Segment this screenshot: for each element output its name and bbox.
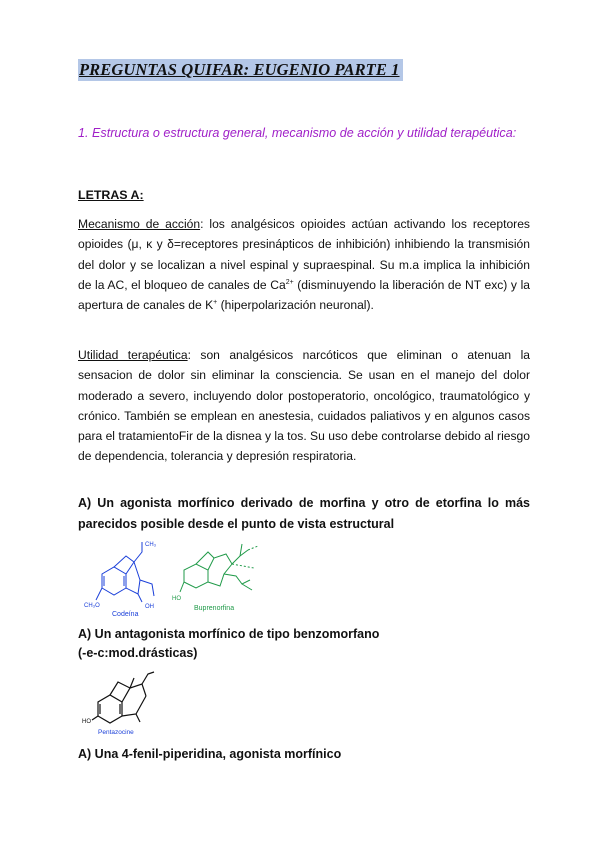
codeine-label-left: CH₃O bbox=[84, 603, 100, 609]
codeine-label-right: OH bbox=[145, 604, 154, 610]
buprenorphine-structure bbox=[170, 540, 262, 616]
item-antagonist-note: (-e-c:mod.drásticas) bbox=[78, 646, 198, 660]
mechanism-label: Mecanismo de acción bbox=[78, 217, 201, 231]
item-antagonist-heading: A) Un antagonista morfínico de tipo benzomorfano bbox=[78, 627, 380, 641]
buprenorphine-name: Buprenorfina bbox=[194, 605, 235, 612]
therapeutic-text: : son analgésicos narcóticos que eliminan o atenuan la sensacion de dolor sin eliminar la consciencia. Se usan en el manejo del dolor moderado a severo, incluyendo dolor postoperatorio, oncológico, traumatológico y crónico. También se emplean en anestesia, cuidados paliativos y en algunos casos para el tratamientoFir de la disnea y la tos. Su uso debe controlarse debido al riesgo de dependencia, tolerancia y depresión respiratoria. bbox=[78, 348, 530, 464]
pentazocine-label-left: HO bbox=[82, 719, 91, 725]
document-title: PREGUNTAS QUIFAR: EUGENIO PARTE 1 bbox=[78, 59, 403, 81]
codeine-structure bbox=[82, 538, 166, 618]
codeine-name: Codeína bbox=[112, 611, 139, 618]
buprenorphine-bonds bbox=[180, 544, 252, 592]
therapeutic-label: Utilidad terapéutica bbox=[78, 348, 188, 362]
mechanism-text-3: (hiperpolarización neuronal). bbox=[217, 298, 374, 313]
mechanism-paragraph bbox=[78, 214, 530, 315]
section-heading: LETRAS A: bbox=[78, 188, 144, 202]
mechanism-text-2: (disminuyendo la liberación de NT exc) y la apertura de canales de K bbox=[78, 277, 530, 313]
item-piperidine-heading: A) Una 4-fenil-piperidina, agonista morfínico bbox=[78, 747, 342, 761]
pentazocine-bonds bbox=[92, 672, 154, 723]
potassium-charge: + bbox=[213, 299, 218, 307]
pentazocine-name: Pentazocine bbox=[98, 729, 134, 736]
question-heading: 1. Estructura o estructura general, mecanismo de acción y utilidad terapéutica: bbox=[78, 126, 517, 140]
therapeutic-paragraph bbox=[78, 345, 530, 467]
calcium-charge: 2+ bbox=[285, 278, 294, 286]
pentazocine-structure bbox=[82, 664, 158, 740]
codeine-label-top: CH₃ bbox=[145, 542, 157, 548]
buprenorphine-label-left: HO bbox=[172, 596, 181, 602]
item-agonist-heading: A) Un agonista morfínico derivado de morfina y otro de etorfina lo más parecidos posible desde el punto de vista estructural bbox=[78, 496, 530, 531]
mechanism-text-1: : los analgésicos opioides actúan activando los receptores opioides (μ, κ y δ=receptores presinápticos de inhibición) inhibiendo la transmisión del dolor y se localizan a nivel espinal y supraespinal. Su m.a implica la inhibición de la AC, el bloqueo de canales de Ca bbox=[78, 217, 530, 292]
codeine-bonds bbox=[96, 542, 154, 602]
